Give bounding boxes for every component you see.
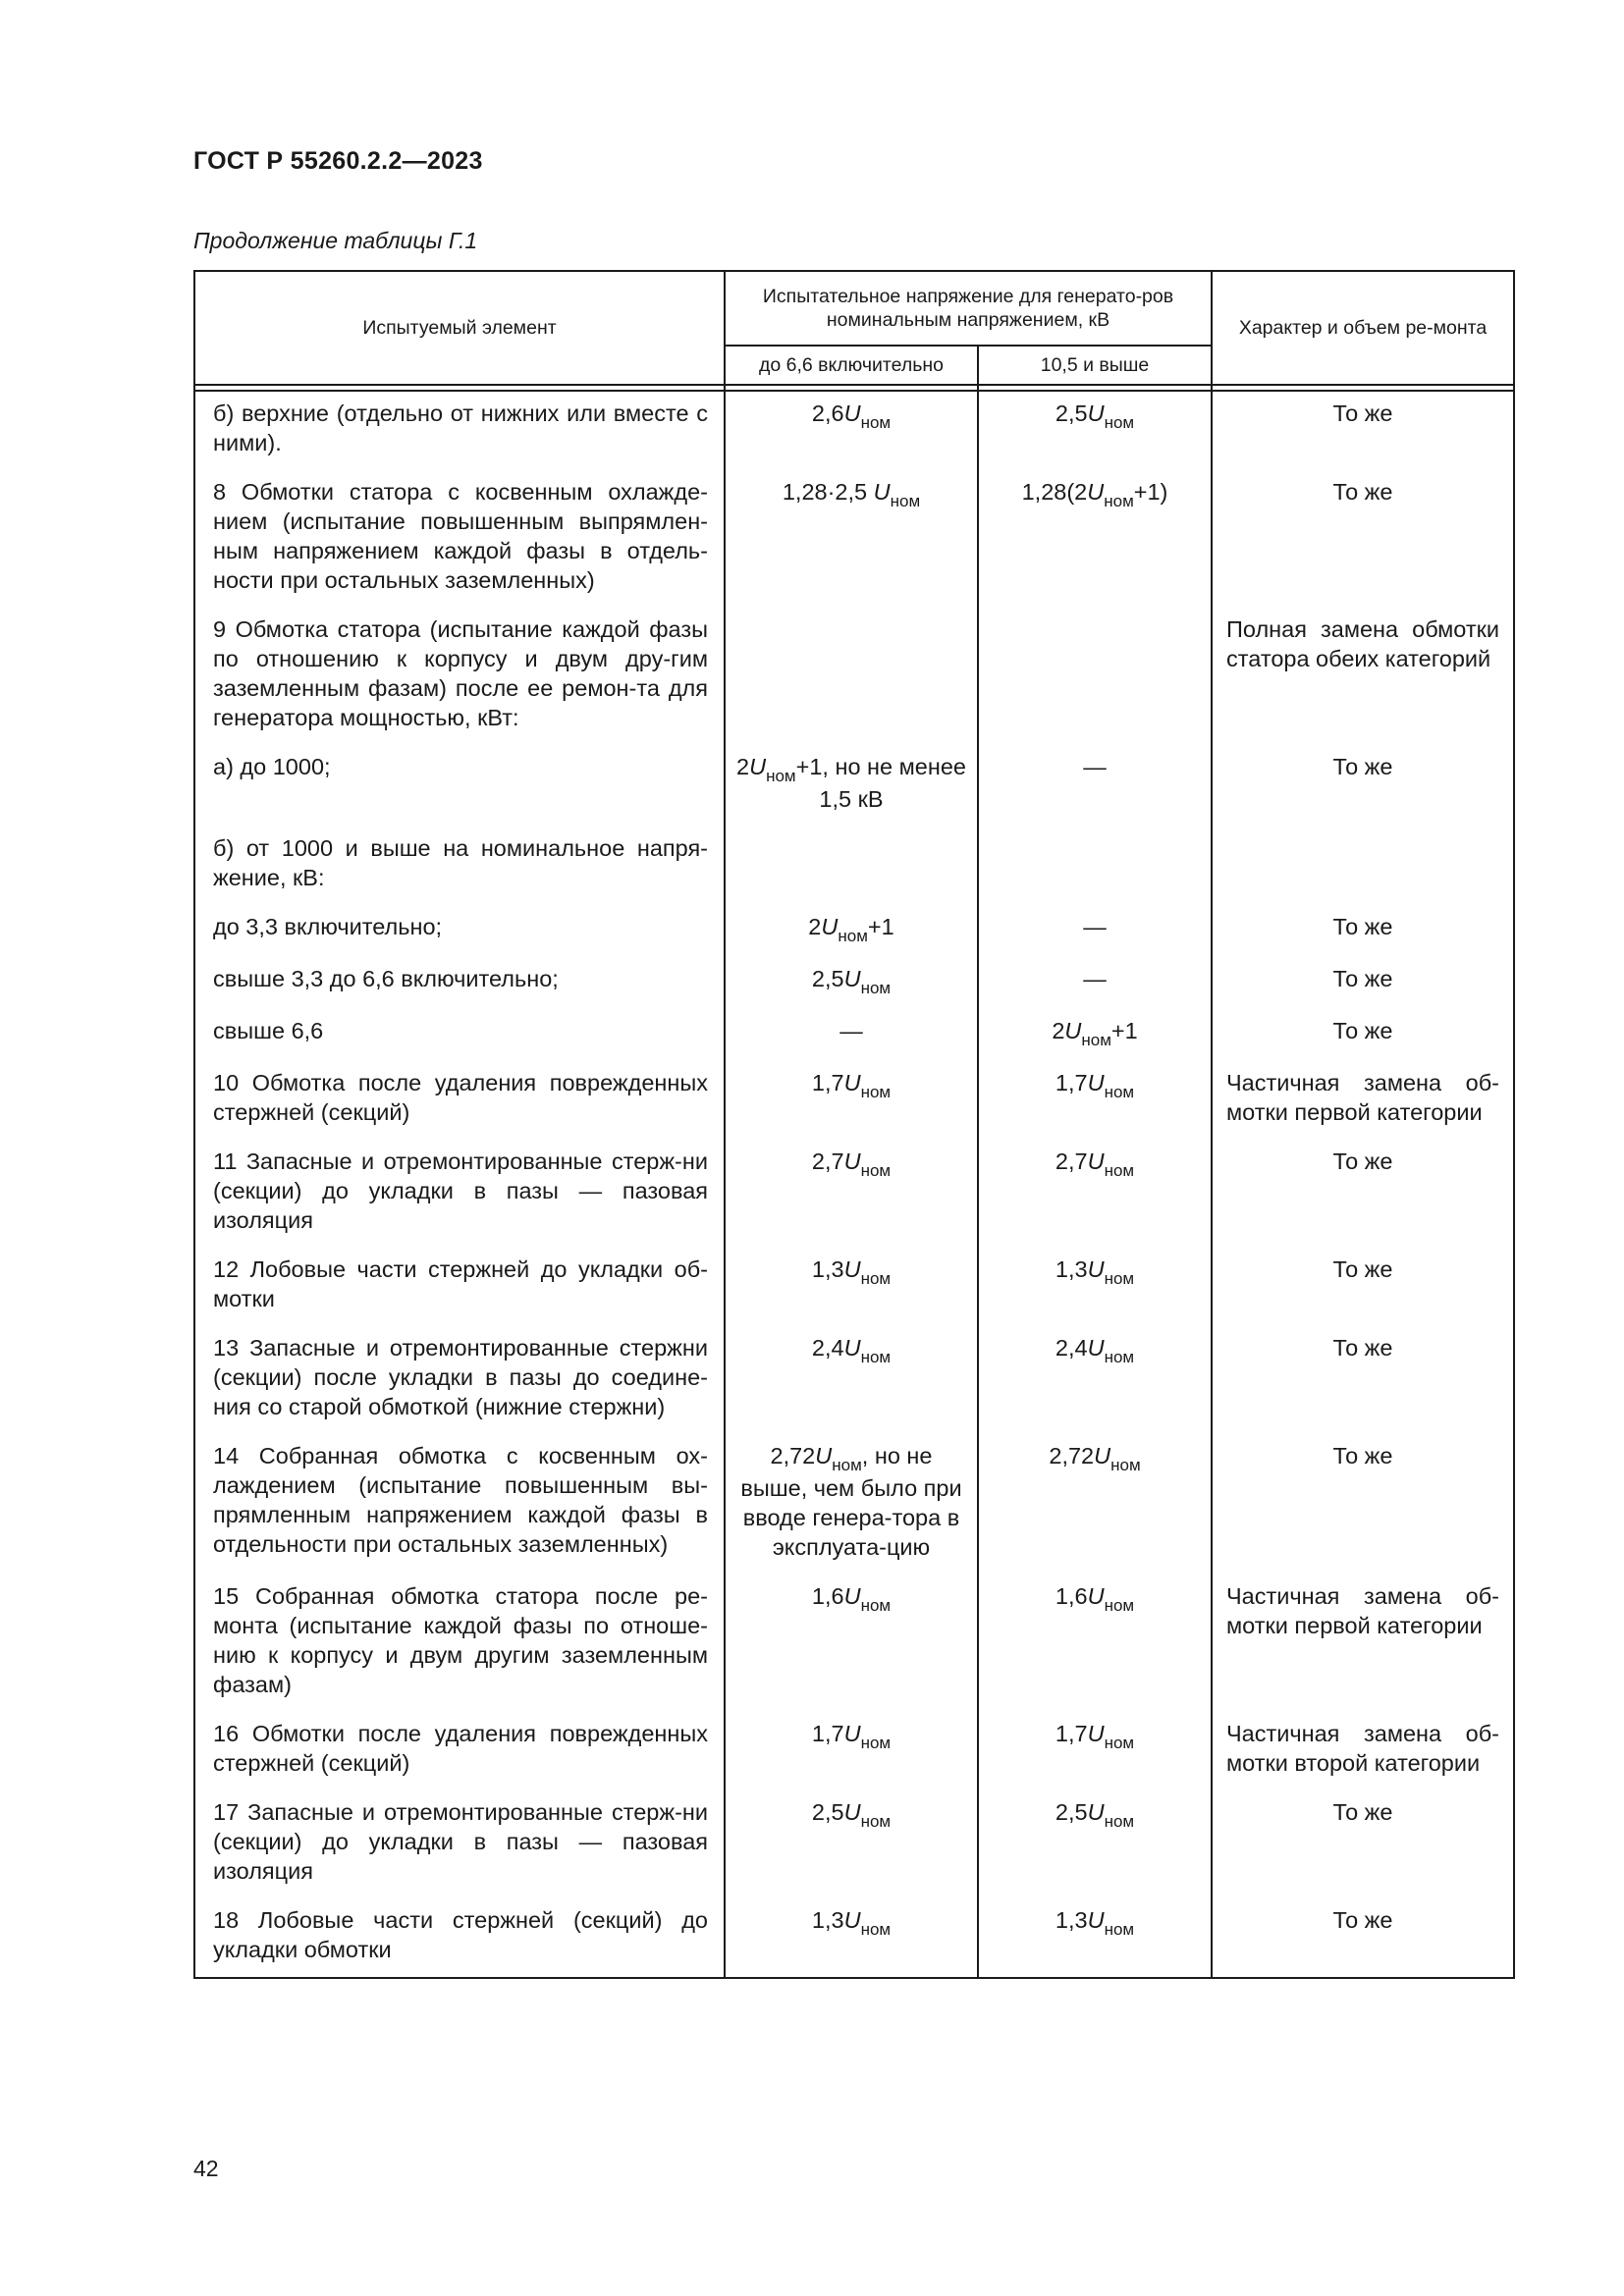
cell-voltage-upto-6-6: [725, 957, 978, 1009]
table-row: [194, 1248, 1514, 1326]
column-header-upto-6-6: до 6,6 включительно: [725, 346, 978, 385]
cell-element: свыше 6,6: [194, 1009, 725, 1061]
voltage-subscript: ном: [860, 1920, 892, 1939]
cell-element: а) до 1000;: [194, 745, 725, 827]
cell-voltage-10-5-and-above: [978, 827, 1212, 905]
cell-voltage-10-5-and-above: [978, 1575, 1212, 1712]
cell-element: 17 Запасные и отремонтированные стерж-ни (секции) до укладки в пазы — пазовая изоляция: [194, 1790, 725, 1898]
table-row: [194, 470, 1514, 608]
voltage-prefix: 1,28(2: [1021, 479, 1088, 505]
cell-voltage-10-5-and-above: [978, 957, 1212, 1009]
voltage-symbol: U: [873, 479, 891, 505]
voltage-prefix: 2: [1052, 1018, 1065, 1043]
voltage-prefix: 2: [736, 754, 750, 779]
voltage-prefix: 2,5: [1055, 1799, 1088, 1825]
voltage-symbol: U: [843, 966, 861, 991]
voltage-symbol: U: [843, 1335, 861, 1361]
voltage-subscript: ном: [1104, 1920, 1135, 1939]
cell-voltage-10-5-and-above: [978, 391, 1212, 470]
cell-repair: То же: [1212, 957, 1514, 1009]
voltage-subscript: ном: [860, 1596, 892, 1615]
voltage-subscript: ном: [890, 492, 921, 510]
voltage-symbol: U: [1087, 1148, 1105, 1174]
cell-voltage-upto-6-6: [725, 745, 978, 827]
voltage-prefix: 2,72: [1049, 1443, 1095, 1468]
voltage-subscript: ном: [1104, 1348, 1135, 1366]
table-row: [194, 827, 1514, 905]
voltage-suffix: +1): [1133, 479, 1168, 505]
cell-voltage-upto-6-6: [725, 1326, 978, 1434]
cell-voltage-10-5-and-above: [978, 1009, 1212, 1061]
voltage-symbol: U: [1087, 1256, 1105, 1282]
cell-repair: То же: [1212, 470, 1514, 608]
voltage-prefix: —: [1083, 966, 1107, 991]
cell-voltage-10-5-and-above: [978, 745, 1212, 827]
voltage-prefix: 1,28·2,5: [782, 479, 874, 505]
cell-repair: Частичная замена об-мотки первой категории: [1212, 1061, 1514, 1140]
voltage-prefix: 1,7: [1055, 1070, 1088, 1095]
cell-voltage-upto-6-6: [725, 391, 978, 470]
voltage-symbol: U: [1087, 1335, 1105, 1361]
voltage-symbol: U: [1087, 479, 1105, 505]
voltage-prefix: 1,7: [811, 1070, 844, 1095]
table-row: [194, 905, 1514, 957]
cell-element: свыше 3,3 до 6,6 включительно;: [194, 957, 725, 1009]
cell-element: 16 Обмотки после удаления поврежденных стержней (секций): [194, 1712, 725, 1790]
voltage-suffix: , но не выше, чем было при вводе генера-тора в эксплуата-цию: [740, 1443, 962, 1560]
table-row: [194, 1575, 1514, 1712]
cell-repair: То же: [1212, 1248, 1514, 1326]
cell-repair: То же: [1212, 391, 1514, 470]
cell-repair: Частичная замена об-мотки первой категории: [1212, 1575, 1514, 1712]
cell-voltage-upto-6-6: [725, 905, 978, 957]
voltage-symbol: U: [843, 1799, 861, 1825]
table-body: [194, 391, 1514, 1978]
voltage-symbol: U: [843, 1583, 861, 1609]
voltage-subscript: ном: [1104, 1083, 1135, 1101]
voltage-subscript: ном: [832, 1456, 862, 1474]
voltage-symbol: U: [843, 400, 861, 426]
cell-voltage-upto-6-6: [725, 1790, 978, 1898]
voltage-prefix: 2,7: [1055, 1148, 1088, 1174]
cell-element: б) от 1000 и выше на номинальное напря-жение, кВ:: [194, 827, 725, 905]
cell-repair: То же: [1212, 905, 1514, 957]
voltage-symbol: U: [1087, 1799, 1105, 1825]
voltage-prefix: 2,4: [1055, 1335, 1088, 1361]
voltage-prefix: 1,3: [811, 1907, 844, 1933]
voltage-subscript: ном: [860, 413, 892, 432]
voltage-subscript: ном: [838, 927, 868, 945]
cell-element: 12 Лобовые части стержней до укладки об-мотки: [194, 1248, 725, 1326]
voltage-prefix: —: [839, 1018, 863, 1043]
voltage-prefix: 1,3: [1055, 1256, 1088, 1282]
voltage-symbol: U: [843, 1148, 861, 1174]
column-header-10-5-and-above: 10,5 и выше: [978, 346, 1212, 385]
table-row: [194, 1898, 1514, 1978]
cell-voltage-upto-6-6: [725, 1434, 978, 1575]
voltage-symbol: U: [1087, 1721, 1105, 1746]
table-row: [194, 1009, 1514, 1061]
voltage-suffix: +1: [1110, 1018, 1138, 1043]
voltage-prefix: 2,6: [811, 400, 844, 426]
voltage-subscript: ном: [860, 979, 892, 997]
voltage-symbol: U: [843, 1907, 861, 1933]
table-row: [194, 608, 1514, 745]
voltage-subscript: ном: [860, 1269, 892, 1288]
voltage-prefix: 1,7: [1055, 1721, 1088, 1746]
cell-voltage-upto-6-6: [725, 1061, 978, 1140]
cell-element: 13 Запасные и отремонтированные стержни (секции) после укладки в пазы до соедине-ния со старой обмоткой (нижние стержни): [194, 1326, 725, 1434]
column-header-element: Испытуемый элемент: [194, 271, 725, 385]
voltage-subscript: ном: [860, 1348, 892, 1366]
column-header-repair: Характер и объем ре-монта: [1212, 271, 1514, 385]
cell-voltage-10-5-and-above: [978, 1140, 1212, 1248]
voltage-prefix: 1,6: [1055, 1583, 1088, 1609]
table-row: [194, 1061, 1514, 1140]
table-row: [194, 1140, 1514, 1248]
voltage-symbol: U: [843, 1721, 861, 1746]
voltage-symbol: U: [821, 914, 839, 939]
voltage-subscript: ном: [1104, 1161, 1135, 1180]
cell-repair: То же: [1212, 1434, 1514, 1575]
voltage-symbol: U: [843, 1256, 861, 1282]
voltage-subscript: ном: [860, 1083, 892, 1101]
table-row: [194, 745, 1514, 827]
voltage-subscript: ном: [1104, 1269, 1135, 1288]
voltage-symbol: U: [749, 754, 767, 779]
voltage-subscript: ном: [1104, 492, 1134, 510]
cell-voltage-upto-6-6: [725, 1575, 978, 1712]
table-row: [194, 1434, 1514, 1575]
table-row: [194, 391, 1514, 470]
voltage-symbol: U: [843, 1070, 861, 1095]
cell-voltage-upto-6-6: [725, 608, 978, 745]
cell-repair: То же: [1212, 1009, 1514, 1061]
voltage-suffix: +1: [867, 914, 894, 939]
document-header: ГОСТ Р 55260.2.2—2023: [193, 147, 483, 175]
table-row: [194, 1712, 1514, 1790]
table-caption: Продолжение таблицы Г.1: [193, 228, 478, 253]
cell-voltage-10-5-and-above: [978, 1434, 1212, 1575]
cell-repair: То же: [1212, 1898, 1514, 1978]
voltage-symbol: U: [815, 1443, 833, 1468]
cell-repair: То же: [1212, 1140, 1514, 1248]
voltage-subscript: ном: [1081, 1031, 1111, 1049]
cell-element: 18 Лобовые части стержней (секций) до укладки обмотки: [194, 1898, 725, 1978]
cell-voltage-upto-6-6: [725, 1009, 978, 1061]
voltage-prefix: 2,72: [770, 1443, 816, 1468]
voltage-prefix: 2,5: [811, 1799, 844, 1825]
voltage-prefix: 2,5: [811, 966, 844, 991]
voltage-subscript: ном: [1104, 1812, 1135, 1831]
voltage-subscript: ном: [860, 1734, 892, 1752]
cell-element: б) верхние (отдельно от нижних или вместе с ними).: [194, 391, 725, 470]
cell-voltage-10-5-and-above: [978, 905, 1212, 957]
cell-element: 15 Собранная обмотка статора после ре-монта (испытание каждой фазы по отноше-нию к корпусу и двум другим заземленным фазам): [194, 1575, 725, 1712]
cell-voltage-upto-6-6: [725, 1248, 978, 1326]
cell-element: 8 Обмотки статора с косвенным охлажде-нием (испытание повышенным выпрямлен-ным напряжением каждой фазы в отдель-ности при остальных заземленных): [194, 470, 725, 608]
voltage-symbol: U: [1064, 1018, 1082, 1043]
cell-voltage-upto-6-6: [725, 470, 978, 608]
column-header-voltage-group: Испытательное напряжение для генерато-ров номинальным напряжением, кВ: [725, 271, 1212, 346]
voltage-subscript: ном: [860, 1161, 892, 1180]
cell-element: 9 Обмотка статора (испытание каждой фазы по отношению к корпусу и двум дру-гим заземленным фазам) после ее ремон-та для генератора мощностью, кВт:: [194, 608, 725, 745]
voltage-symbol: U: [1087, 1070, 1105, 1095]
table-row: [194, 957, 1514, 1009]
voltage-prefix: 1,3: [1055, 1907, 1088, 1933]
cell-voltage-upto-6-6: [725, 1712, 978, 1790]
voltage-prefix: 2,4: [811, 1335, 844, 1361]
voltage-symbol: U: [1087, 1583, 1105, 1609]
voltage-prefix: 1,3: [811, 1256, 844, 1282]
voltage-prefix: —: [1083, 754, 1107, 779]
cell-voltage-10-5-and-above: [978, 1790, 1212, 1898]
voltage-subscript: ном: [1110, 1456, 1141, 1474]
table-row: [194, 1790, 1514, 1898]
voltage-prefix: 2,7: [811, 1148, 844, 1174]
test-voltage-table: [193, 270, 1515, 1979]
cell-element: 10 Обмотка после удаления поврежденных стержней (секций): [194, 1061, 725, 1140]
cell-repair: То же: [1212, 1326, 1514, 1434]
table-row: [194, 1326, 1514, 1434]
cell-voltage-10-5-and-above: [978, 470, 1212, 608]
voltage-subscript: ном: [1104, 1734, 1135, 1752]
voltage-subscript: ном: [1104, 413, 1135, 432]
cell-element: 14 Собранная обмотка с косвенным ох-лаждением (испытание повышенным вы-прямленным напряжением каждой фазы в отдельности при остальных заземленных): [194, 1434, 725, 1575]
cell-voltage-10-5-and-above: [978, 608, 1212, 745]
cell-element: 11 Запасные и отремонтированные стерж-ни (секции) до укладки в пазы — пазовая изоляция: [194, 1140, 725, 1248]
cell-voltage-upto-6-6: [725, 1898, 978, 1978]
voltage-prefix: 2: [808, 914, 822, 939]
voltage-subscript: ном: [860, 1812, 892, 1831]
cell-repair: [1212, 827, 1514, 905]
cell-voltage-upto-6-6: [725, 1140, 978, 1248]
cell-repair: То же: [1212, 745, 1514, 827]
voltage-prefix: 2,5: [1055, 400, 1088, 426]
cell-voltage-10-5-and-above: [978, 1248, 1212, 1326]
voltage-prefix: 1,7: [811, 1721, 844, 1746]
voltage-prefix: 1,6: [811, 1583, 844, 1609]
cell-element: до 3,3 включительно;: [194, 905, 725, 957]
cell-voltage-10-5-and-above: [978, 1712, 1212, 1790]
voltage-symbol: U: [1087, 400, 1105, 426]
voltage-suffix: +1, но не менее 1,5 кВ: [795, 754, 966, 812]
cell-voltage-upto-6-6: [725, 827, 978, 905]
cell-voltage-10-5-and-above: [978, 1326, 1212, 1434]
cell-repair: То же: [1212, 1790, 1514, 1898]
voltage-subscript: ном: [1104, 1596, 1135, 1615]
page-number: 42: [193, 2156, 219, 2181]
cell-voltage-10-5-and-above: [978, 1898, 1212, 1978]
voltage-symbol: U: [1094, 1443, 1111, 1468]
cell-repair: Частичная замена об-мотки второй категории: [1212, 1712, 1514, 1790]
voltage-symbol: U: [1087, 1907, 1105, 1933]
voltage-prefix: —: [1083, 914, 1107, 939]
cell-repair: Полная замена обмотки статора обеих категорий: [1212, 608, 1514, 745]
cell-voltage-10-5-and-above: [978, 1061, 1212, 1140]
voltage-subscript: ном: [766, 767, 796, 785]
